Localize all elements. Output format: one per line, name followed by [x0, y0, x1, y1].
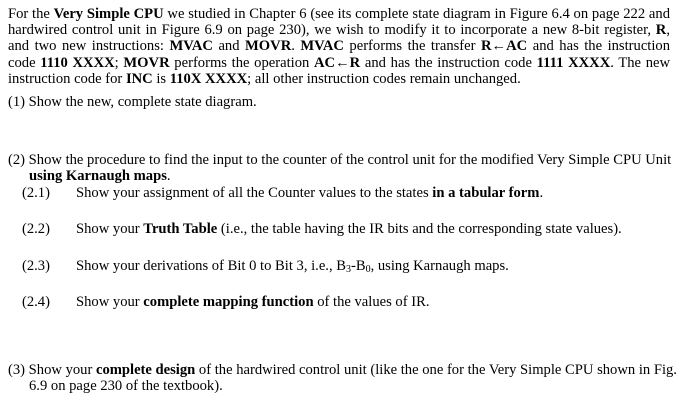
- intro-text: ;: [114, 54, 124, 71]
- subquestion-number: (2.3): [22, 258, 50, 274]
- intro-bold: AC←R: [313, 54, 361, 71]
- intro-bold: MVAC: [169, 38, 213, 55]
- subquestion-number: (2.2): [22, 221, 50, 237]
- intro-bold: R←AC: [481, 38, 528, 55]
- intro-text: performs the operation: [169, 54, 314, 71]
- intro-bold: 110X XXXX: [169, 70, 248, 87]
- intro-text: we studied in Chapter 6 (see its complete state diagram in Figure 6.4 on page 222 and hardwired control unit in Figure 6.9 on page 230), we wish to modify it to incorporate a new 8-bit register,: [8, 6, 670, 39]
- subquestion-text: Show your derivations of Bit 0 to Bit 3, i.e., B: [76, 258, 346, 274]
- intro-text: .: [291, 38, 301, 55]
- subscript: 0: [365, 264, 371, 275]
- subquestion-2-4: [22, 294, 429, 310]
- subquestion-2-2: [22, 221, 622, 237]
- intro-bold: MVAC: [300, 38, 344, 55]
- intro-text: . The new instruction code for: [8, 54, 671, 87]
- intro-bold: INC: [125, 70, 153, 87]
- subquestion-text: (i.e., the table having the IR bits and the corresponding state values).: [217, 221, 622, 237]
- intro-text: and: [212, 38, 246, 55]
- subquestion-text: Show your: [76, 221, 144, 237]
- subquestion-number: (2.1): [22, 185, 50, 201]
- subquestion-number: (2.4): [22, 294, 50, 310]
- subquestion-bold: Truth Table: [143, 221, 218, 237]
- subquestion-2-3: [22, 258, 509, 274]
- intro-bold: MOVR: [123, 54, 170, 71]
- intro-bold: 1110 XXXX: [40, 54, 115, 71]
- question-2-bold: using Karnaugh maps: [29, 168, 167, 185]
- question-3-bold: complete design: [95, 362, 196, 378]
- intro-text: performs the transfer: [343, 38, 481, 55]
- question-1: (1) Show the new, complete state diagram.: [8, 94, 257, 110]
- question-2-text: .: [166, 168, 171, 185]
- subquestion-text: -B: [350, 258, 366, 274]
- intro-bold: 1111 XXXX: [536, 54, 611, 71]
- subquestion-text: Show your assignment of all the Counter values to the states: [76, 185, 433, 201]
- question-3-text: (3) Show your: [8, 362, 96, 378]
- subquestion-text: of the values of IR.: [313, 294, 430, 310]
- question-2: [8, 152, 674, 184]
- question-3-text: of the hardwired control unit (like the one for the Very Simple CPU shown in Fig. 6.9 on page 230 of the textbook).: [29, 362, 677, 395]
- subquestion-text: .: [539, 185, 544, 201]
- subscript: 3: [345, 264, 351, 275]
- subquestion-bold: complete mapping function: [143, 294, 314, 310]
- intro-bold: Very Simple CPU: [53, 6, 164, 22]
- intro-bold: MOVR: [245, 38, 292, 55]
- intro-text: ; all other instruction codes remain unchanged.: [247, 70, 521, 87]
- intro-text: and has the instruction code: [360, 54, 537, 71]
- intro-text: and has the instruction code: [8, 38, 670, 71]
- intro-text: is: [152, 70, 170, 87]
- subquestion-text: Show your: [76, 294, 144, 310]
- intro-bold: R: [655, 22, 667, 39]
- intro-paragraph: [8, 6, 670, 87]
- question-3: [8, 362, 681, 394]
- intro-text: , and two new instructions:: [8, 22, 670, 55]
- subquestion-bold: in a tabular form: [432, 185, 540, 201]
- subquestion-2-1: [22, 185, 543, 201]
- intro-text: For the: [8, 6, 54, 22]
- question-2-text: (2) Show the procedure to find the input to the counter of the control unit for the modified Very Simple CPU Unit: [8, 152, 672, 168]
- subquestion-text: , using Karnaugh maps.: [370, 258, 509, 274]
